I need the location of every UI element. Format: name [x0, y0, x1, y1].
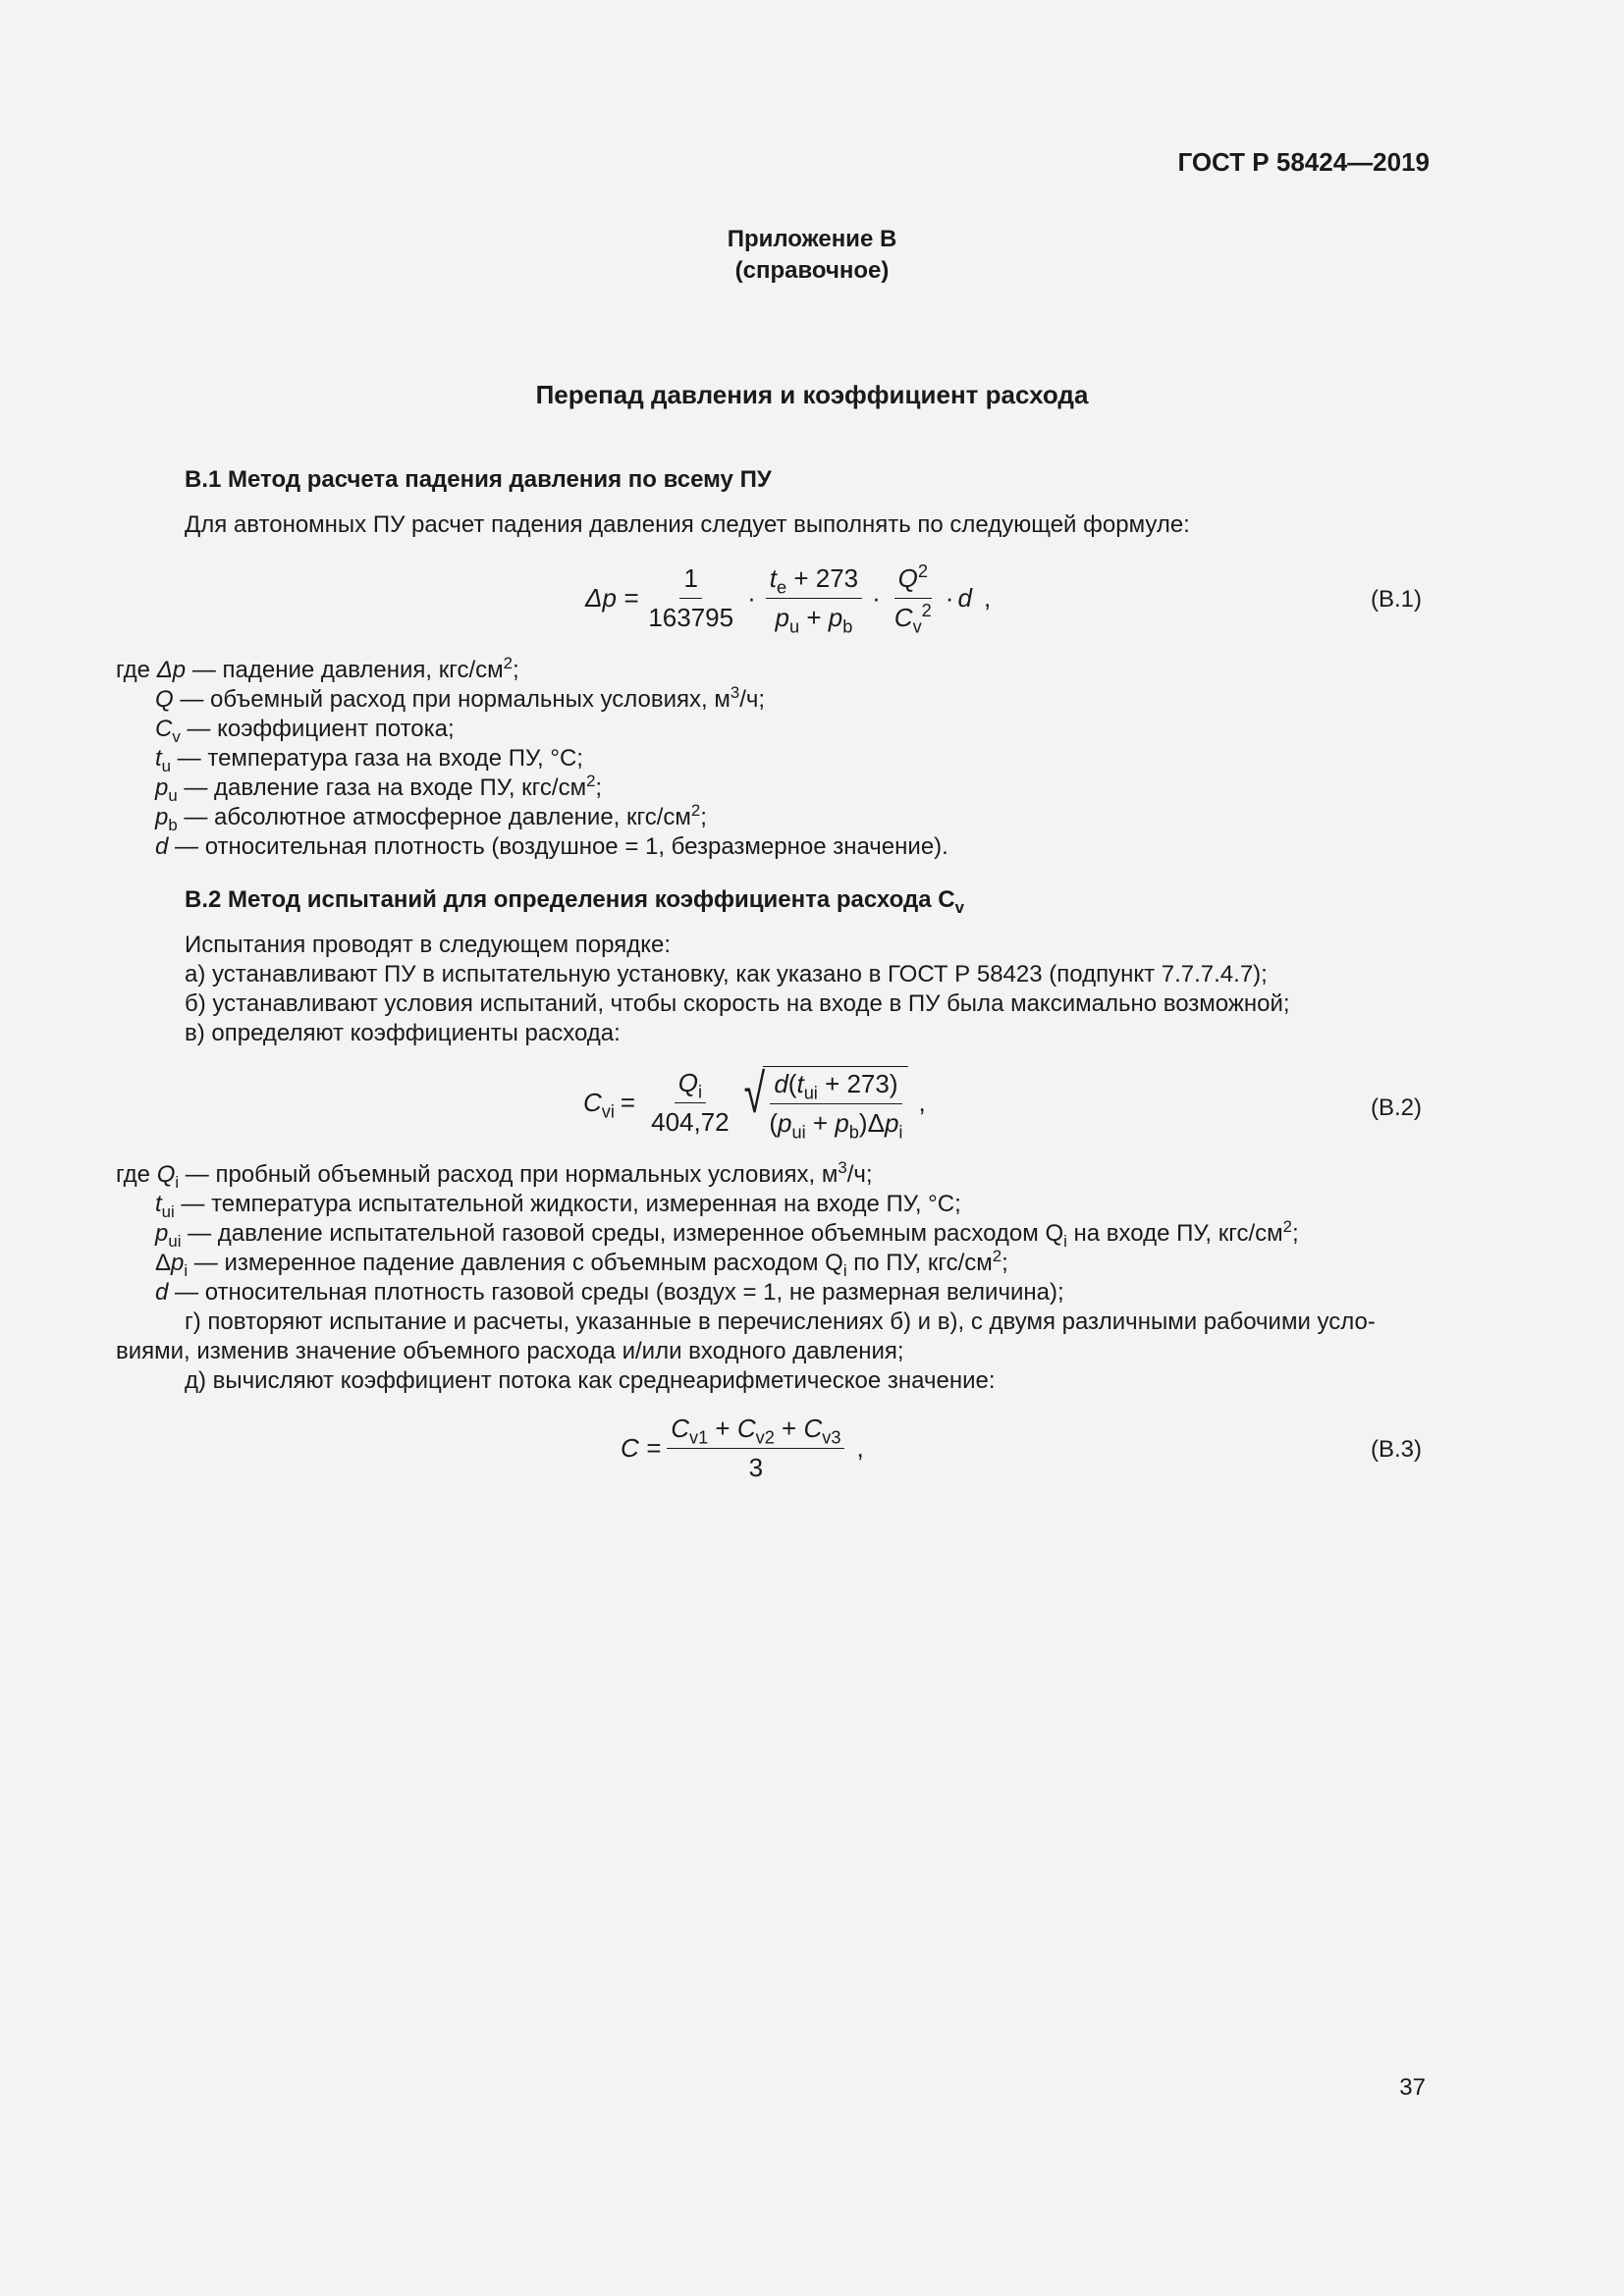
b2-line-2: б) устанавливают условия испытаний, чтобы скорость на входе в ПУ была максимально возможной;	[185, 990, 1290, 1017]
b2-item-g-line1: г) повторяют испытание и расчеты, указанные в перечислениях б) и в), с двумя различными рабочими усло-	[185, 1308, 1376, 1335]
formula-b3: C = $\frac{C_{v1} + C_{v2} + C_{v3}}{3}$ ,	[621, 1414, 864, 1482]
document-id: ГОСТ Р 58424—2019	[1177, 147, 1430, 177]
definition-line: $\Delta p_i$ — измеренное падение давления с объемным расходом $Q_i$ по ПУ, кгс/$см^2$;	[155, 1246, 1008, 1280]
b2-item-g-line2: виями, изменив значение объемного расхода и/или входного давления;	[116, 1338, 904, 1364]
definition-line: Q — объемный расход при нормальных условиях, $м^3/ч$;	[155, 682, 766, 713]
page-number: 37	[1399, 2074, 1426, 2101]
formula-b2-number: (В.2)	[1370, 1095, 1422, 1121]
definition-line: $p_{ui}$ — давление испытательной газовой среды, измеренное объемным расходом $Q_i$ на входе ПУ, кгс/$см^2$;	[155, 1216, 1299, 1251]
square-root: √ $\frac{d(t_{ui} + 273)}{(p_{ui} + p_b)\Delta p_i}$	[739, 1066, 909, 1139]
definition-line: $t_{ui}$ — температура испытательной жидкости, измеренная на входе ПУ, °С;	[155, 1191, 961, 1221]
definition-line: $t_u$ — температура газа на входе ПУ, °С;	[155, 745, 583, 775]
formula-b1-number: (В.1)	[1370, 586, 1422, 613]
definition-line: d — относительная плотность (воздушное = 1, безразмерное значение).	[155, 833, 948, 860]
section-b1-heading: В.1 Метод расчета падения давления по всему ПУ	[185, 466, 772, 493]
definition-line: где $Q_i$ — пробный объемный расход при нормальных условиях, $м^3/ч$;	[116, 1157, 873, 1192]
section-b2-heading: В.2 Метод испытаний для определения коэффициента расхода $C_v$	[185, 886, 964, 917]
formula-b2: $C_{vi}$ = $\frac{Q_i}{404,72}$ √ $\frac{d(t_{ui} + 273)}{(p_{ui} + p_b)\Delta p_i}$ ,	[583, 1062, 926, 1143]
b2-line-1: а) устанавливают ПУ в испытательную установку, как указано в ГОСТ Р 58423 (подпункт 7.7.7.4.7);	[185, 961, 1268, 988]
main-title: Перепад давления и коэффициент расхода	[535, 380, 1089, 409]
formula-b1: Δp = $\frac{1}{163795}$ · $\frac{t_e + 273}{p_u + p_b}$ · $\frac{Q^2}{C_v^2}$ · d ,	[585, 561, 992, 637]
b2-line-3: в) определяют коэффициенты расхода:	[185, 1020, 621, 1046]
definition-line: d — относительная плотность газовой среды (воздух = 1, не размерная величина);	[155, 1279, 1064, 1306]
b2-line-0: Испытания проводят в следующем порядке:	[185, 932, 671, 958]
section-b1-intro: Для автономных ПУ расчет падения давления следует выполнять по следующей формуле:	[185, 511, 1190, 538]
definition-line: $C_v$ — коэффициент потока;	[155, 716, 455, 746]
definition-line: где Δp — падение давления, кгс/$см^2$;	[116, 653, 519, 683]
b2-item-d: д) вычисляют коэффициент потока как среднеарифметическое значение:	[185, 1367, 996, 1394]
definition-line: $p_u$ — давление газа на входе ПУ, кгс/$см^2$;	[155, 771, 603, 805]
appendix-subtitle: (справочное)	[734, 257, 890, 284]
appendix-title: Приложение В	[727, 226, 897, 252]
definition-line: $p_b$ — абсолютное атмосферное давление, кгс/$см^2$;	[155, 800, 707, 834]
formula-b3-number: (В.3)	[1370, 1436, 1422, 1463]
